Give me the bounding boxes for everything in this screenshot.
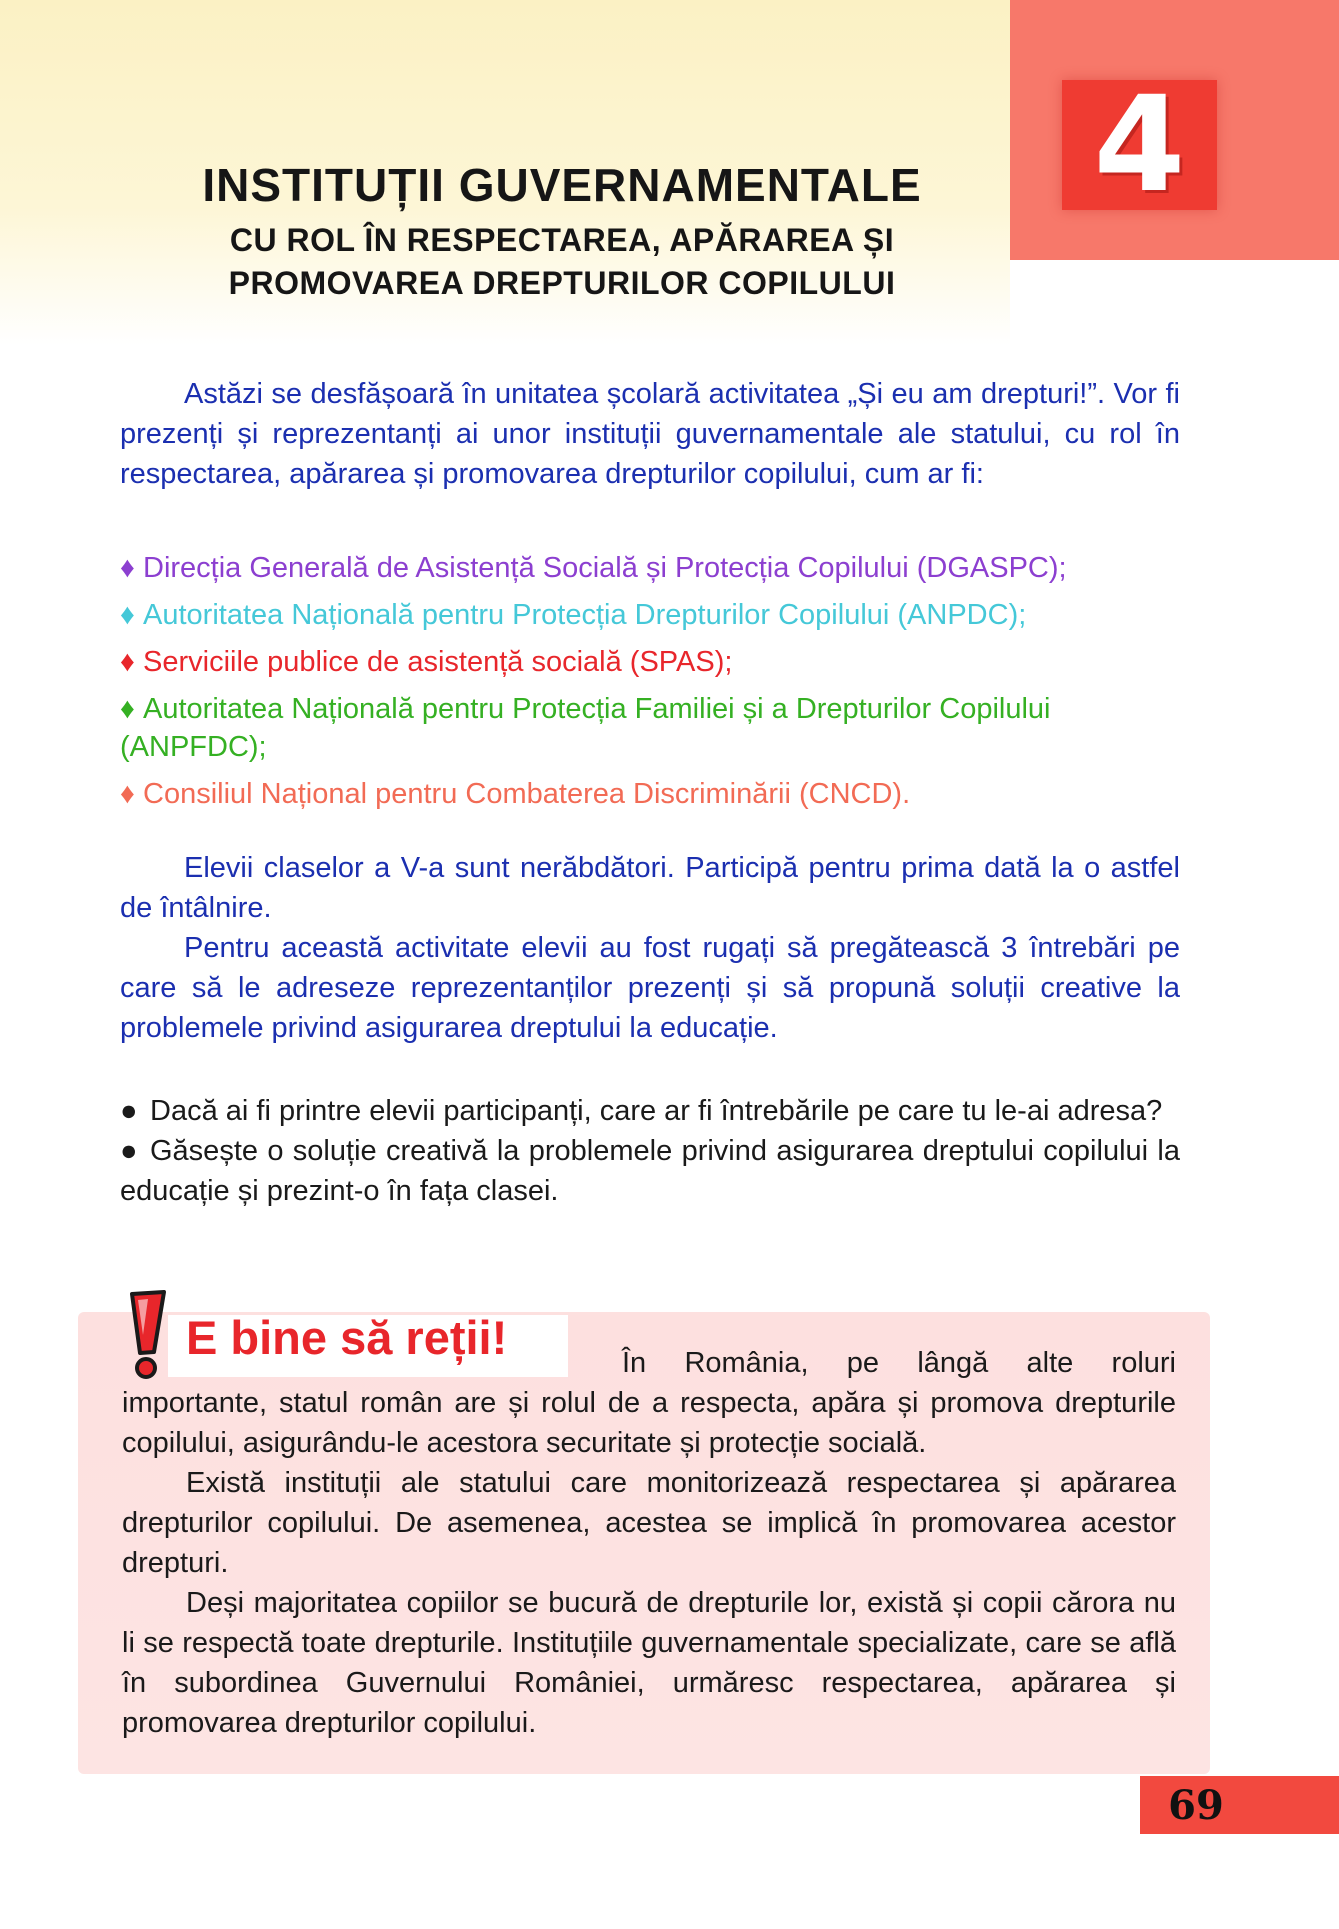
remember-heading: E bine să reții! (186, 1311, 508, 1364)
institution-text: Consiliul Național pentru Combaterea Discriminării (CNCD). (143, 778, 911, 810)
students-paragraph: Elevii claselor a V-a sunt nerăbdători. Participă pentru prima dată la o astfel de întâlnire. (120, 852, 1180, 924)
institution-text: Autoritatea Națională pentru Protecția Drepturilor Copilului (ANPDC); (143, 599, 1027, 631)
institution-text: Serviciile publice de asistență socială (SPAS); (143, 646, 733, 678)
page-subtitle-line-1: CU ROL ÎN RESPECTAREA, APĂRAREA ȘI (229, 222, 895, 258)
question-text: Găsește o soluție creativă la problemele privind asigurarea dreptului copilului la educație și prezint-o în fața clasei. (120, 1135, 1180, 1207)
institution-item (120, 643, 1180, 681)
diamond-bullet-icon: ♦ (120, 778, 135, 810)
questions-block (120, 1091, 1180, 1211)
activity-paragraph: Pentru această activitate elevii au fost rugați să pregătească 3 întrebări pe care să le adreseze reprezentanților prezenți și să propună soluții creative la problemele privind asigurarea dreptului la educație. (120, 932, 1180, 1044)
page-subtitle-line-2: PROMOVAREA DREPTURILOR COPILULUI (228, 265, 896, 301)
remember-paragraph: În România, pe lângă alte roluri importante, statul român are și rolul de a respecta, apăra și promova drepturile copilului, asigurându-le acestora securitate și protecție socială. (122, 1347, 1176, 1459)
remember-text (122, 1343, 1176, 1743)
institution-item (120, 549, 1180, 587)
round-bullet-icon: ● (120, 1135, 138, 1167)
remember-paragraph: Există instituții ale statului care monitorizează respectarea și apărarea drepturilor copilului. De asemenea, acestea se implică în promovarea acestor drepturi. (122, 1467, 1176, 1579)
institution-item (120, 775, 1180, 813)
question-text: Dacă ai fi printre elevii participanți, care ar fi întrebările pe care tu le-ai adresa? (150, 1095, 1163, 1127)
institution-item (120, 596, 1180, 634)
diamond-bullet-icon: ♦ (120, 646, 135, 678)
institution-text: Autoritatea Națională pentru Protecția Familiei și a Drepturilor Copilului (ANPFDC); (120, 693, 1051, 763)
institutions-list (120, 549, 1180, 822)
institution-item (120, 690, 1180, 766)
round-bullet-icon: ● (120, 1095, 138, 1127)
chapter-number: 4 (1093, 68, 1186, 222)
question-item (120, 1131, 1180, 1211)
remember-paragraph: Deși majoritatea copiilor se bucură de drepturile lor, există și copii cărora nu li se respectă toate drepturile. Instituțiile guvernamentale specializate, care se află în subordinea Guvernului României, urmăresc respectarea, apărarea și promovarea drepturilor copilului. (122, 1587, 1176, 1739)
diamond-bullet-icon: ♦ (120, 599, 135, 631)
intro-paragraph: Astăzi se desfășoară în unitatea școlară activitatea „Și eu am drepturi!”. Vor fi prezenți și reprezentanți ai unor instituții guvernamentale ale statului, cu rol în respectarea, apărarea și promovarea drepturilor copilului, cum ar fi: (120, 378, 1180, 490)
institution-text: Direcția Generală de Asistență Socială și Protecția Copilului (DGASPC); (143, 552, 1067, 584)
diamond-bullet-icon: ♦ (120, 693, 135, 725)
diamond-bullet-icon: ♦ (120, 552, 135, 584)
question-item (120, 1091, 1180, 1131)
page-title: INSTITUȚII GUVERNAMENTALE (202, 159, 922, 211)
page-number: 69 (1168, 1781, 1224, 1829)
